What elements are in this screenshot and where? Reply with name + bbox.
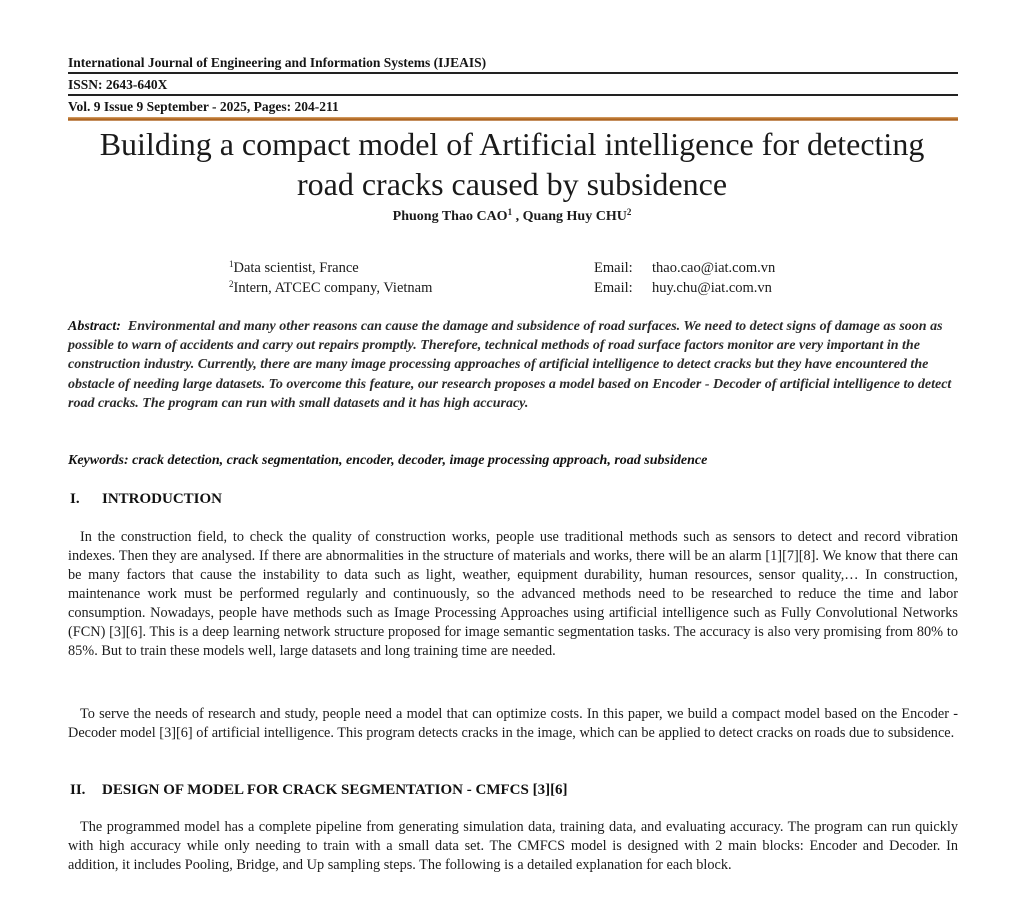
email-label: Email:	[594, 260, 633, 276]
author-separator: ,	[512, 209, 523, 224]
email-address[interactable]: huy.chu@iat.com.vn	[652, 280, 772, 296]
title-line-1: Building a compact model of Artificial intelligence for detecting	[99, 126, 925, 162]
author-sup: 1	[507, 207, 513, 217]
journal-name: International Journal of Engineering and Information Systems (IJEAIS)	[68, 55, 487, 70]
paper-title	[40, 124, 984, 204]
title-line-2: road cracks caused by subsidence	[296, 166, 728, 202]
author-name: Phuong Thao CAO	[392, 209, 508, 224]
section-heading-introduction	[70, 491, 222, 508]
intro-paragraph-2: To serve the needs of research and study, people need a model that can optimize costs. In this paper, we build a compact model based on the Encoder - Decoder model [3][6] of artificial intelligence. This program detects cracks in the image, which can be applied to detect cracks on roads due to subsidence.	[68, 706, 958, 741]
affiliation-list	[229, 258, 432, 298]
keywords: Keywords: crack detection, crack segmentation, encoder, decoder, image processing approach, road subsidence	[68, 453, 708, 468]
affiliation-text: Data scientist, France	[233, 260, 359, 276]
section-title: DESIGN OF MODEL FOR CRACK SEGMENTATION - CMFCS [3][6]	[102, 782, 568, 798]
author-list	[0, 209, 1024, 225]
section-title: INTRODUCTION	[102, 491, 223, 507]
affiliation-sup: 2	[229, 279, 234, 289]
email-label: Email:	[594, 280, 633, 296]
abstract	[68, 317, 958, 413]
abstract-text: Environmental and many other reasons can cause the damage and subsidence of road surfaces. We need to detect signs of damage as soon as possible to warn of accidents and carry out repairs promptly. Therefore, technical methods of road surface factors monitor are very important in the construction industry. Currently, there are many image processing approaches of artificial intelligence to detect cracks but they have encountered the obstacle of needing large datasets. To overcome this feature, our research proposes a model based on Encoder - Decoder of artificial intelligence to detect road cracks. The program can run with small datasets and it has high accuracy.	[68, 319, 952, 411]
issn: ISSN: 2643-640X	[68, 77, 168, 92]
affiliation-1	[229, 258, 432, 278]
author-name: Quang Huy CHU	[522, 209, 627, 224]
intro-paragraph-1: In the construction field, to check the quality of construction works, people use traditional methods such as sensors to detect and record vibration indexes. Then they are analysed. If there are abnormalities in the structure of materials and works, there will be an alarm [1][7][8]. We know that there can be many factors that cause the instability to data such as light, weather, equipment durability, human resources, sensor quality,… In construction, maintenance work must be performed regularly and continuously, so the advanced methods need to be researched to reduce the time and labor consumption. Nowadays, people have methods such as Image Processing Approaches using artificial intelligence such as Fully Convolutional Networks (FCN) [3][6]. This is a deep learning network structure proposed for image semantic segmentation tasks. The accuracy is also very promising from 80% to 85%. But to train these models well, large datasets and long training time are needed.	[68, 529, 958, 659]
email-list	[594, 258, 775, 298]
email-row-1	[594, 258, 775, 278]
affiliation-2	[229, 278, 432, 298]
header-accent-bar	[68, 117, 958, 121]
header-rule-1	[68, 72, 958, 74]
email-address[interactable]: thao.cao@iat.com.vn	[652, 260, 776, 276]
volume-info: Vol. 9 Issue 9 September - 2025, Pages: 204-211	[68, 99, 339, 114]
abstract-label: Abstract:	[68, 319, 121, 334]
section-number: I.	[70, 491, 80, 507]
section-number: II.	[70, 782, 86, 798]
email-row-2	[594, 278, 775, 298]
affiliation-sup: 1	[229, 259, 234, 269]
author-sup: 2	[626, 207, 632, 217]
header-rule-2	[68, 94, 958, 96]
affiliation-text: Intern, ATCEC company, Vietnam	[233, 280, 433, 296]
section-heading-design	[70, 782, 568, 799]
design-paragraph-1: The programmed model has a complete pipeline from generating simulation data, training data, and evaluating accuracy. The program can run quickly with high accuracy while only needing to train with a small data set. The CMFCS model is designed with 2 main blocks: Encoder and Decoder. In addition, it includes Pooling, Bridge, and Up sampling steps. The following is a detailed explanation for each block.	[68, 819, 958, 873]
